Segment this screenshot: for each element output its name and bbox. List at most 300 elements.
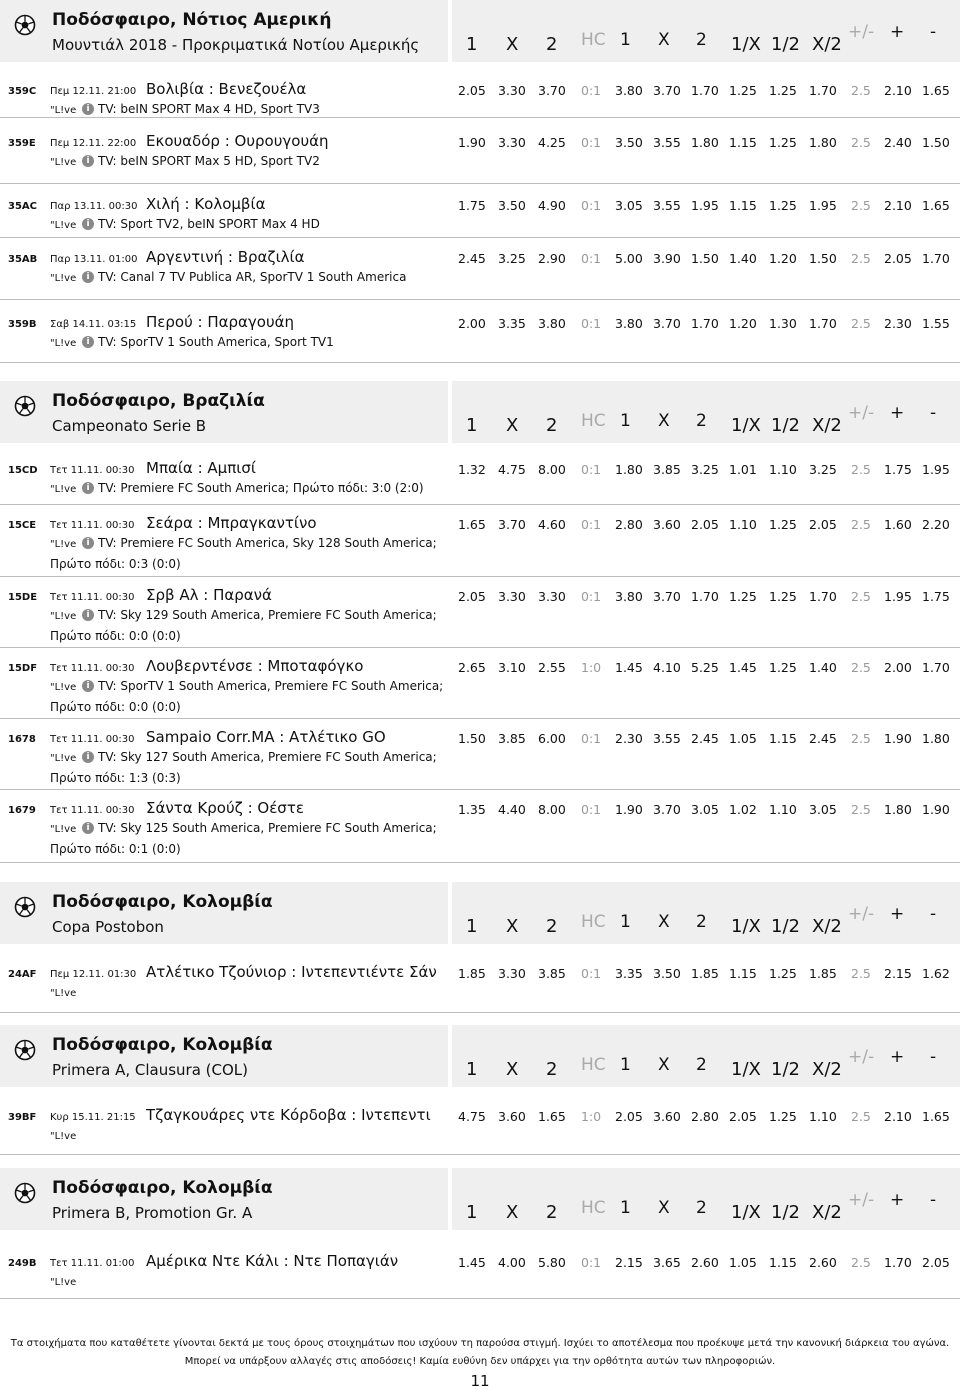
match-datetime: Παρ 13.11. 01:00 (50, 254, 138, 265)
odds-value[interactable]: 0:1 (581, 1255, 602, 1270)
odds-value[interactable]: 1.15 (769, 731, 797, 746)
odds-value[interactable]: 1.05 (729, 731, 757, 746)
odds-value[interactable]: 1.45 (615, 660, 643, 675)
odds-value[interactable]: 2.5 (851, 198, 871, 213)
column-header-minus: - (930, 22, 937, 42)
match-teams[interactable]: Τζαγκουάρες ντε Κόρδοβα : Ιντεπεντι (146, 1106, 431, 1124)
odds-value[interactable]: 1.15 (729, 966, 757, 981)
odds-value[interactable]: 2.10 (884, 1109, 912, 1124)
odds-value[interactable]: 2.05 (458, 589, 486, 604)
match-teams[interactable]: Σάντα Κρούζ : Οέστε (146, 799, 304, 817)
league-section (0, 1025, 960, 1087)
odds-value[interactable]: 2.05 (729, 1109, 757, 1124)
odds-value[interactable]: 3.50 (615, 135, 643, 150)
tv-channels: TV: SporTV 1 South America, Premiere FC South America; (98, 679, 444, 693)
first-leg-result: Πρώτο πόδι: 0:0 (0:0) (50, 629, 181, 643)
column-header-ht1x: 1/X (731, 1059, 761, 1080)
odds-value[interactable]: 3.85 (498, 731, 526, 746)
odds-value[interactable]: 1.50 (458, 731, 486, 746)
odds-value[interactable]: 1.40 (809, 660, 837, 675)
odds-value[interactable]: 0:1 (581, 83, 602, 98)
match-code: 15DE (8, 592, 38, 603)
odds-value[interactable]: 3.90 (653, 251, 681, 266)
row-divider (0, 117, 960, 118)
match-teams[interactable]: Λουβερντένσε : Μποταφόγκο (146, 657, 364, 675)
match-teams[interactable]: Περού : Παραγουάη (146, 313, 295, 331)
odds-value[interactable]: 3.70 (498, 517, 526, 532)
odds-value[interactable]: 1.25 (729, 589, 757, 604)
odds-value[interactable]: 2.05 (691, 517, 719, 532)
odds-value[interactable]: 1.10 (729, 517, 757, 532)
odds-value[interactable]: 2.5 (851, 251, 871, 266)
match-datetime: Τετ 11.11. 00:30 (50, 465, 135, 476)
row-divider (0, 1154, 960, 1155)
tv-channels: TV: Sport TV2, beIN SPORT Max 4 HD (98, 217, 320, 231)
match-datetime: Παρ 13.11. 00:30 (50, 201, 138, 212)
odds-value[interactable]: 1.70 (809, 316, 837, 331)
odds-value[interactable]: 2.5 (851, 802, 871, 817)
odds-column-headers (452, 381, 960, 443)
odds-value[interactable]: 1.60 (884, 517, 912, 532)
match-row[interactable] (0, 963, 960, 1023)
odds-value[interactable]: 3.55 (653, 198, 681, 213)
odds-value[interactable]: 0:1 (581, 589, 602, 604)
odds-value[interactable]: 3.80 (615, 83, 643, 98)
column-header-ht12: 1/2 (771, 34, 800, 55)
match-row[interactable] (0, 799, 960, 859)
odds-value[interactable]: 3.60 (653, 1109, 681, 1124)
odds-value[interactable]: 4.10 (653, 660, 681, 675)
match-datetime: Τετ 11.11. 00:30 (50, 805, 135, 816)
odds-value[interactable]: 2.20 (922, 517, 950, 532)
odds-value[interactable]: 1.25 (769, 83, 797, 98)
odds-value[interactable]: 1.10 (809, 1109, 837, 1124)
info-icon[interactable]: i (82, 537, 94, 549)
odds-value[interactable]: 1.70 (809, 83, 837, 98)
match-teams[interactable]: Sampaio Corr.MA : Ατλέτικο GO (146, 728, 386, 746)
odds-value[interactable]: 2.00 (458, 316, 486, 331)
odds-value[interactable]: 2.5 (851, 966, 871, 981)
odds-value[interactable]: 1.65 (922, 198, 950, 213)
odds-value[interactable]: 2.45 (458, 251, 486, 266)
match-row[interactable] (0, 313, 960, 373)
column-header-hcx: X (658, 912, 670, 932)
odds-value[interactable]: 2.05 (922, 1255, 950, 1270)
match-code: 15CD (8, 465, 38, 476)
odds-value[interactable]: 3.55 (653, 731, 681, 746)
odds-value[interactable]: 2.30 (615, 731, 643, 746)
odds-value[interactable]: 1.25 (769, 966, 797, 981)
odds-value[interactable]: 2.5 (851, 731, 871, 746)
odds-value[interactable]: 5.00 (615, 251, 643, 266)
odds-value[interactable]: 3.50 (653, 966, 681, 981)
odds-value[interactable]: 0:1 (581, 251, 602, 266)
match-row[interactable] (0, 728, 960, 788)
column-header-ht1x: 1/X (731, 34, 761, 55)
odds-value[interactable]: 0:1 (581, 517, 602, 532)
odds-value[interactable]: 3.80 (615, 589, 643, 604)
odds-value[interactable]: 1.35 (458, 802, 486, 817)
odds-value[interactable]: 2.10 (884, 83, 912, 98)
row-divider (0, 576, 960, 577)
column-header-h1: 1 (466, 34, 478, 55)
info-icon[interactable]: i (82, 271, 94, 283)
odds-value[interactable]: 6.00 (538, 731, 566, 746)
section-header (0, 381, 960, 443)
odds-value[interactable]: 1.25 (769, 135, 797, 150)
odds-value[interactable]: 3.65 (653, 1255, 681, 1270)
column-header-hc1: 1 (620, 1055, 631, 1075)
odds-value[interactable]: 3.70 (653, 802, 681, 817)
odds-value[interactable]: 2.80 (615, 517, 643, 532)
odds-value[interactable]: 1.15 (729, 198, 757, 213)
column-header-hx: X (506, 916, 519, 937)
odds-value[interactable]: 2.5 (851, 316, 871, 331)
odds-value[interactable]: 1.45 (458, 1255, 486, 1270)
odds-value[interactable]: 2.05 (809, 517, 837, 532)
match-row[interactable] (0, 1106, 960, 1166)
odds-value[interactable]: 4.60 (538, 517, 566, 532)
section-header (0, 882, 960, 944)
odds-value[interactable]: 3.85 (538, 966, 566, 981)
odds-value[interactable]: 3.85 (653, 462, 681, 477)
odds-value[interactable]: 0:1 (581, 802, 602, 817)
odds-value[interactable]: 1.70 (691, 83, 719, 98)
column-header-minus: - (930, 904, 937, 924)
column-header-hcx: X (658, 1198, 670, 1218)
column-header-minus: - (930, 403, 937, 423)
match-row[interactable] (0, 459, 960, 519)
odds-value[interactable]: 1.85 (458, 966, 486, 981)
live-label: "L!ve (50, 105, 77, 116)
odds-value[interactable]: 1.70 (884, 1255, 912, 1270)
odds-value[interactable]: 1.65 (922, 83, 950, 98)
match-teams[interactable]: Χιλή : Κολομβία (146, 195, 266, 213)
odds-value[interactable]: 2.05 (615, 1109, 643, 1124)
row-divider (0, 504, 960, 505)
odds-value[interactable]: 1.15 (729, 135, 757, 150)
match-datetime: Κυρ 15.11. 21:15 (50, 1112, 136, 1123)
odds-value[interactable]: 1.10 (769, 802, 797, 817)
info-icon[interactable]: i (82, 218, 94, 230)
league-title: Campeonato Serie B (52, 417, 207, 435)
odds-value[interactable]: 1.80 (884, 802, 912, 817)
row-divider (0, 362, 960, 363)
odds-value[interactable]: 2.30 (884, 316, 912, 331)
odds-value[interactable]: 1.55 (922, 316, 950, 331)
odds-value[interactable]: 1.32 (458, 462, 486, 477)
odds-value[interactable]: 4.00 (498, 1255, 526, 1270)
odds-value[interactable]: 1.65 (538, 1109, 566, 1124)
odds-value[interactable]: 1.25 (769, 198, 797, 213)
live-label: "L!ve (50, 611, 77, 622)
sport-title: Ποδόσφαιρο, Νότιος Αμερική (52, 10, 332, 30)
odds-value[interactable]: 1.80 (809, 135, 837, 150)
match-teams[interactable]: Ατλέτικο Τζούνιορ : Ιντεπεντιέντε Σάν (146, 963, 437, 981)
odds-column-headers (452, 882, 960, 944)
odds-value[interactable]: 1.75 (884, 462, 912, 477)
info-icon[interactable]: i (82, 482, 94, 494)
odds-value[interactable]: 8.00 (538, 802, 566, 817)
column-header-hx: X (506, 1059, 519, 1080)
odds-value[interactable]: 3.25 (498, 251, 526, 266)
soccer-ball-icon (14, 1039, 36, 1061)
odds-value[interactable]: 1.10 (769, 462, 797, 477)
odds-value[interactable]: 1.70 (691, 316, 719, 331)
column-header-h2: 2 (546, 1202, 558, 1223)
tv-channels: TV: Sky 125 South America, Premiere FC South America; (98, 821, 437, 835)
odds-value[interactable]: 3.50 (498, 198, 526, 213)
odds-value[interactable]: 1.01 (729, 462, 757, 477)
odds-value[interactable]: 2.5 (851, 1255, 871, 1270)
column-header-pm: +/- (848, 22, 875, 42)
odds-value[interactable]: 3.70 (653, 589, 681, 604)
tv-channels: TV: SporTV 1 South America, Sport TV1 (98, 335, 334, 349)
league-title: Primera B, Promotion Gr. A (52, 1204, 253, 1222)
odds-value[interactable]: 4.75 (498, 462, 526, 477)
odds-value[interactable]: 2.80 (691, 1109, 719, 1124)
odds-value[interactable]: 1.25 (769, 1109, 797, 1124)
odds-value[interactable]: 3.35 (498, 316, 526, 331)
odds-value[interactable]: 1.45 (729, 660, 757, 675)
column-header-hc: HC (581, 1055, 606, 1075)
odds-value[interactable]: 2.40 (884, 135, 912, 150)
odds-value[interactable]: 1.65 (458, 517, 486, 532)
odds-value[interactable]: 3.05 (809, 802, 837, 817)
odds-value[interactable]: 2.05 (884, 251, 912, 266)
odds-value[interactable]: 1.25 (769, 589, 797, 604)
odds-value[interactable]: 1.90 (458, 135, 486, 150)
odds-value[interactable]: 3.60 (498, 1109, 526, 1124)
odds-value[interactable]: 1.20 (769, 251, 797, 266)
odds-value[interactable]: 8.00 (538, 462, 566, 477)
info-icon[interactable]: i (82, 103, 94, 115)
live-label: "L!ve (50, 484, 77, 495)
odds-value[interactable]: 1.50 (922, 135, 950, 150)
odds-value[interactable]: 3.70 (653, 83, 681, 98)
odds-value[interactable]: 2.10 (884, 198, 912, 213)
odds-value[interactable]: 1.40 (729, 251, 757, 266)
section-header-left (0, 882, 448, 944)
match-code: 39BF (8, 1112, 37, 1123)
league-title: Primera A, Clausura (COL) (52, 1061, 249, 1079)
odds-value[interactable]: 3.30 (498, 966, 526, 981)
odds-value[interactable]: 5.80 (538, 1255, 566, 1270)
odds-value[interactable]: 3.30 (498, 135, 526, 150)
odds-value[interactable]: 1.90 (922, 802, 950, 817)
info-icon[interactable]: i (82, 155, 94, 167)
match-row[interactable] (0, 657, 960, 717)
odds-value[interactable]: 1.02 (729, 802, 757, 817)
odds-value[interactable]: 3.30 (498, 589, 526, 604)
column-header-ht1x: 1/X (731, 415, 761, 436)
odds-value[interactable]: 4.25 (538, 135, 566, 150)
odds-value[interactable]: 1.90 (884, 731, 912, 746)
odds-value[interactable]: 1.25 (769, 660, 797, 675)
live-label: "L!ve (50, 1131, 77, 1142)
odds-value[interactable]: 3.70 (653, 316, 681, 331)
odds-value[interactable]: 2.15 (615, 1255, 643, 1270)
odds-value[interactable]: 0:1 (581, 316, 602, 331)
odds-value[interactable]: 1.70 (691, 589, 719, 604)
column-header-hc2: 2 (696, 411, 707, 431)
row-divider (0, 1012, 960, 1013)
odds-value[interactable]: 2.5 (851, 83, 871, 98)
column-header-hx: X (506, 1202, 519, 1223)
odds-value[interactable]: 1.30 (769, 316, 797, 331)
odds-value[interactable]: 3.70 (538, 83, 566, 98)
match-datetime: Σαβ 14.11. 03:15 (50, 319, 137, 330)
column-header-htx2: X/2 (812, 1059, 842, 1080)
odds-value[interactable]: 2.65 (458, 660, 486, 675)
odds-value[interactable]: 1.20 (729, 316, 757, 331)
info-icon[interactable]: i (82, 609, 94, 621)
match-teams[interactable]: Σεάρα : Μπραγκαντίνο (146, 514, 317, 532)
column-header-hc2: 2 (696, 1055, 707, 1075)
odds-value[interactable]: 3.30 (538, 589, 566, 604)
match-row[interactable] (0, 1252, 960, 1312)
match-row[interactable] (0, 195, 960, 255)
tv-channels: TV: beIN SPORT Max 5 HD, Sport TV2 (98, 154, 320, 168)
info-icon[interactable]: i (82, 751, 94, 763)
odds-value[interactable]: 3.10 (498, 660, 526, 675)
odds-value[interactable]: 5.25 (691, 660, 719, 675)
odds-value[interactable]: 4.75 (458, 1109, 486, 1124)
odds-value[interactable]: 1.95 (809, 198, 837, 213)
odds-value[interactable]: 1.80 (922, 731, 950, 746)
odds-value[interactable]: 0:1 (581, 966, 602, 981)
row-divider (0, 237, 960, 238)
odds-value[interactable]: 4.40 (498, 802, 526, 817)
odds-value[interactable]: 4.90 (538, 198, 566, 213)
odds-value[interactable]: 3.05 (615, 198, 643, 213)
odds-value[interactable]: 1.25 (729, 83, 757, 98)
row-divider (0, 299, 960, 300)
odds-value[interactable]: 3.05 (691, 802, 719, 817)
column-header-plus: + (890, 22, 905, 42)
odds-value[interactable]: 1.95 (884, 589, 912, 604)
match-teams[interactable]: Βολιβία : Βενεζουέλα (146, 80, 307, 98)
column-header-hc: HC (581, 912, 606, 932)
match-row[interactable] (0, 586, 960, 646)
odds-value[interactable]: 2.60 (809, 1255, 837, 1270)
odds-value[interactable]: 0:1 (581, 135, 602, 150)
match-teams[interactable]: Αργεντινή : Βραζιλία (146, 248, 305, 266)
odds-value[interactable]: 1.70 (922, 660, 950, 675)
league-section (0, 381, 960, 443)
odds-value[interactable]: 1.65 (922, 1109, 950, 1124)
odds-value[interactable]: 3.55 (653, 135, 681, 150)
live-label: "L!ve (50, 988, 77, 999)
odds-value[interactable]: 1.85 (691, 966, 719, 981)
odds-value[interactable]: 3.30 (498, 83, 526, 98)
odds-value[interactable]: 2.05 (458, 83, 486, 98)
match-teams[interactable]: Εκουαδόρ : Ουρουγουάη (146, 132, 329, 150)
odds-value[interactable]: 1.62 (922, 966, 950, 981)
tv-channels: TV: Premiere FC South America, Sky 128 South America; (98, 536, 437, 550)
odds-value[interactable]: 1.75 (458, 198, 486, 213)
live-label: "L!ve (50, 273, 77, 284)
odds-value[interactable]: 1.70 (809, 589, 837, 604)
match-row[interactable] (0, 80, 960, 140)
row-divider (0, 183, 960, 184)
match-code: 359E (8, 138, 36, 149)
odds-value[interactable]: 3.80 (615, 316, 643, 331)
column-header-h1: 1 (466, 916, 478, 937)
odds-value[interactable]: 1.50 (691, 251, 719, 266)
odds-value[interactable]: 1.80 (691, 135, 719, 150)
odds-value[interactable]: 2.5 (851, 462, 871, 477)
odds-value[interactable]: 3.60 (653, 517, 681, 532)
odds-value[interactable]: 3.35 (615, 966, 643, 981)
odds-value[interactable]: 2.90 (538, 251, 566, 266)
match-teams[interactable]: Σρβ Αλ : Παρανά (146, 586, 272, 604)
odds-value[interactable]: 0:1 (581, 198, 602, 213)
odds-value[interactable]: 2.5 (851, 135, 871, 150)
odds-value[interactable]: 1:0 (581, 1109, 602, 1124)
column-header-hx: X (506, 34, 519, 55)
odds-value[interactable]: 2.5 (851, 589, 871, 604)
odds-value[interactable]: 2.45 (809, 731, 837, 746)
soccer-ball-icon (14, 395, 36, 417)
first-leg-result: Πρώτο πόδι: 1:3 (0:3) (50, 771, 181, 785)
odds-value[interactable]: 1.80 (615, 462, 643, 477)
odds-value[interactable]: 1.70 (922, 251, 950, 266)
info-icon[interactable]: i (82, 822, 94, 834)
odds-value[interactable]: 3.80 (538, 316, 566, 331)
match-row[interactable] (0, 514, 960, 574)
odds-value[interactable]: 0:1 (581, 462, 602, 477)
odds-value[interactable]: 2.60 (691, 1255, 719, 1270)
odds-value[interactable]: 2.00 (884, 660, 912, 675)
info-icon[interactable]: i (82, 680, 94, 692)
match-datetime: Τετ 11.11. 01:00 (50, 1258, 135, 1269)
footer-line-1: Τα στοιχήματα που καταθέτετε γίνονται δεκτά με τους όρους στοιχημάτων που ισχύουν τη παρούσα στιγμή. Ισχύει το αποτέλεσμα που προέκυψε μετά την κανονική διάρκεια του αγώνα. (10, 1338, 950, 1349)
soccer-ball-icon (14, 896, 36, 918)
column-header-plus: + (890, 1190, 905, 1210)
odds-value[interactable]: 1.25 (769, 517, 797, 532)
column-header-plus: + (890, 403, 905, 423)
odds-value[interactable]: 2.5 (851, 660, 871, 675)
odds-value[interactable]: 1.15 (769, 1255, 797, 1270)
odds-value[interactable]: 0:1 (581, 731, 602, 746)
odds-value[interactable]: 1.75 (922, 589, 950, 604)
match-teams[interactable]: Μπαία : Αμπισί (146, 459, 256, 477)
match-datetime: Τετ 11.11. 00:30 (50, 734, 135, 745)
column-header-hc2: 2 (696, 1198, 707, 1218)
odds-value[interactable]: 1.05 (729, 1255, 757, 1270)
match-datetime: Τετ 11.11. 00:30 (50, 520, 135, 531)
odds-value[interactable]: 3.25 (691, 462, 719, 477)
info-icon[interactable]: i (82, 336, 94, 348)
odds-value[interactable]: 2.15 (884, 966, 912, 981)
match-teams[interactable]: Αμέρικα Ντε Κάλι : Ντε Ποπαγιάν (146, 1252, 399, 1270)
odds-value[interactable]: 2.45 (691, 731, 719, 746)
match-code: 359C (8, 86, 37, 97)
odds-value[interactable]: 1.95 (922, 462, 950, 477)
odds-value[interactable]: 3.25 (809, 462, 837, 477)
odds-value[interactable]: 2.55 (538, 660, 566, 675)
odds-value[interactable]: 1.95 (691, 198, 719, 213)
odds-value[interactable]: 2.5 (851, 517, 871, 532)
odds-value[interactable]: 2.5 (851, 1109, 871, 1124)
odds-value[interactable]: 1.85 (809, 966, 837, 981)
odds-value[interactable]: 1.90 (615, 802, 643, 817)
row-divider (0, 647, 960, 648)
column-header-hcx: X (658, 30, 670, 50)
odds-value[interactable]: 1:0 (581, 660, 602, 675)
odds-value[interactable]: 1.50 (809, 251, 837, 266)
